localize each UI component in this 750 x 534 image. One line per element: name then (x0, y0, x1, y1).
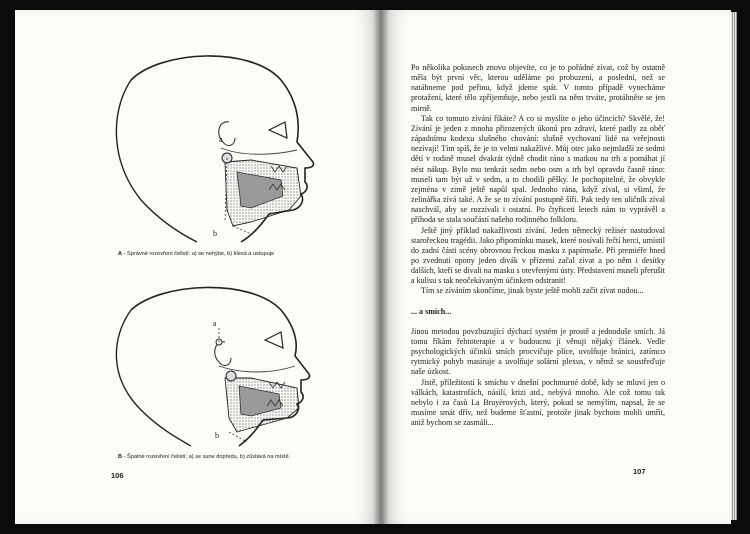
figure-a-label-b: b (213, 229, 217, 238)
paragraph-6: Jistě, příležitostí k smíchu v dnešní pochmurné době, kdy se mluví jen o válkách, katastrofách, násilí, krizi atd., nebývá mnoho. Ale což tomu tak nebylo i za časů La Bruyèrových, který, pokud se nemýlím, napsal, že se musíme smát dřív, než budeme šťastní, protože jinak bychom mohli umřít, aniž bychom se zasmáli... (411, 377, 665, 428)
figure-b-jaw-illustration (101, 282, 321, 448)
paragraph-2: Tak co tomuto zívání říkáte? A co si myslíte o jeho účincích? Skvělé, že! Zívání je jeden z mnoha přirozených úkonů pro zdraví, které padly za oběť západnímu kodexu slušného chování: slušně vychovaní lidé na veřejnosti nezívají! Tím spíš, že je to velmi nakažlivé. Můj otec jako nejmladší ze sedmi dětí v rodině musel dvakrát týdně chodit ráno s matkou na trh a pomáhat jí nést nákup. Bylo mu tenkrát sedm nebo osm a trh byl opravdu časně ráno: museli tam být už v sedm, a to chodili pěšky. Je pochopitelné, že obvykle zejména v zimě ještě napůl spal. Jednoho rána, když zíval, si všiml, že zelinářka zívá také. A že se to zívání postupně šíří. Pak tedy ten uličník zíval naschvál, aby se rozzívali i ostatní. Po čtyřiceti letech nám to vyprávěl a příhoda se stala součástí našeho rodinného folkloru. (411, 113, 665, 225)
figure-b-label-a: a (213, 319, 217, 328)
figure-a-caption (118, 251, 274, 257)
left-page (15, 10, 381, 524)
right-page-text (411, 63, 665, 428)
left-page-number: 106 (111, 471, 124, 480)
figure-a-caption-text: - Správné rozevření čelistí: a) se nehýbe, b) klesá a ustupuje (123, 251, 275, 257)
page-edges (731, 12, 737, 520)
figure-b-caption-text: - Špatné rozevření čelistí: a) se sune dopředu, b) zůstává na místě. (123, 454, 291, 460)
figure-a-letter: A (118, 251, 123, 257)
paragraph-1: Po několika pokusech znovu objevíte, co je to pořádné zívat, což by ostatně měla být první věc, kterou uděláme po probuzení, a poslední, než se natáhneme pod peřinu, když jdeme spát. V tomto případě vynecháme protažení, které tělo zpříjemňuje, nebo jestli na něm trváte, protáhněte se jen mírně. (411, 63, 665, 113)
right-page-number: 107 (633, 467, 646, 476)
book-gutter (373, 10, 389, 524)
paragraph-3: Ještě jiný příklad nakažlivosti zívání. Jeden německý režisér nastudoval starořeckou tragédii. Jako připomínku masek, které nosívali řečtí herci, umístil do zadní části scény obrovnou řeckou masku z papírmaše. Při premiéře hned po zvednutí opony jeden divák v přízemí začal zívat a po něm i desítky dalších, kteří se dívali na masku s otevřenými ústy. Představení museli přerušit a kulisu s tak neočekávaným účinkem odstranit! (411, 225, 665, 286)
figure-b-label-b: b (215, 431, 219, 440)
figure-a-jaw-illustration (101, 50, 321, 246)
figure-b-caption (118, 454, 290, 460)
open-book (15, 10, 737, 524)
figure-a-label-a: a (219, 135, 223, 144)
section-heading: ... a smích... (411, 306, 452, 316)
paragraph-5: Jinou metodou povzbuzující dýchací systém je prostě a jednoduše smích. Já tomu říkám řehtoterapie a v budoucnu jí věnuji nějaký článek. Vedle psychologických účinků smích procvičuje plíce, uvolňuje bránici, zatímco rytmický pohyb masíruje a uvolňuje solární plexus, v němž se soustřeďuje naše úzkost. (411, 326, 665, 377)
paragraph-4: Tím se zíváním skončíme, jinak byste ještě mohli začít zívat nudou... (421, 286, 644, 296)
figure-b-letter: B (118, 454, 123, 460)
